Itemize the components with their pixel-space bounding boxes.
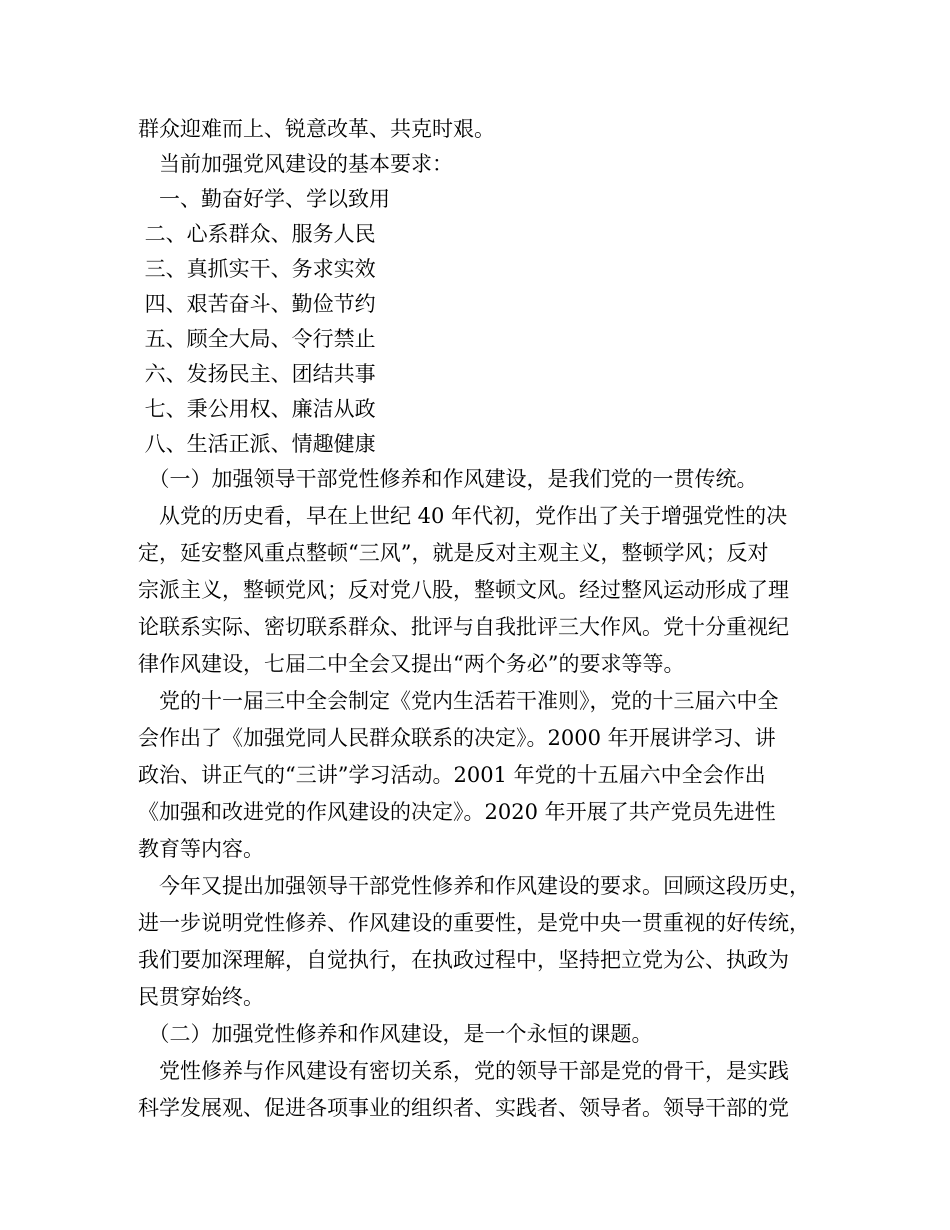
text-line: 党性修养与作风建设有密切关系，党的领导干部是党的骨干，是实践 [138,1059,789,1083]
text-line: 《加强和改进党的作风建设的决定》。2020 年开展了共产党员先进性 [138,800,776,824]
text-line: 宗派主义，整顿党风；反对党八股，整顿文风。经过整风运动形成了理 [138,578,789,602]
text-line: 七、秉公用权、廉洁从政 [138,397,376,421]
text-line: 当前加强党风建设的基本要求： [138,152,453,176]
text-line: 六、发扬民主、团结共事 [138,362,376,386]
text-line: 八、生活正派、情趣健康 [138,432,376,456]
text-line: 教育等内容。 [138,837,264,861]
text-line: 定，延安整风重点整顿“三风”，就是反对主观主义，整顿学风；反对 [138,541,769,565]
text-line: 今年又提出加强领导干部党性修养和作风建设的要求。回顾这段历史， [138,874,810,898]
text-line: 二、心系群众、服务人民 [138,222,376,246]
text-line: 政治、讲正气的“三讲”学习活动。2001 年党的十五届六中全会作出 [138,763,766,787]
text-line: 会作出了《加强党同人民群众联系的决定》。2000 年开展讲学习、讲 [138,726,776,750]
text-line: 四、艰苦奋斗、勤俭节约 [138,292,376,316]
text-line: 一、勤奋好学、学以致用 [138,187,390,211]
text-line: 民贯穿始终。 [138,985,264,1009]
text-line: 群众迎难而上、锐意改革、共克时艰。 [138,117,495,141]
text-line: 三、真抓实干、务求实效 [138,257,376,281]
text-line: 五、顾全大局、令行禁止 [138,327,376,351]
text-line: 律作风建设，七届二中全会又提出“两个务必”的要求等等。 [138,652,685,676]
section-heading-1: （一）加强领导干部党性修养和作风建设，是我们党的一贯传统。 [138,467,758,491]
text-line: 我们要加深理解，自觉执行，在执政过程中，坚持把立党为公、执政为 [138,948,789,972]
text-line: 党的十一届三中全会制定《党内生活若干准则》，党的十三届六中全 [138,689,779,713]
text-line: 从党的历史看，早在上世纪 40 年代初，党作出了关于增强党性的决 [138,504,788,528]
text-line: 科学发展观、促进各项事业的组织者、实践者、领导者。领导干部的党 [138,1096,789,1120]
section-heading-2: （二）加强党性修养和作风建设，是一个永恒的课题。 [138,1022,653,1046]
text-line: 进一步说明党性修养、作风建设的重要性，是党中央一贯重视的好传统， [138,911,810,935]
text-line: 论联系实际、密切联系群众、批评与自我批评三大作风。党十分重视纪 [138,615,789,639]
